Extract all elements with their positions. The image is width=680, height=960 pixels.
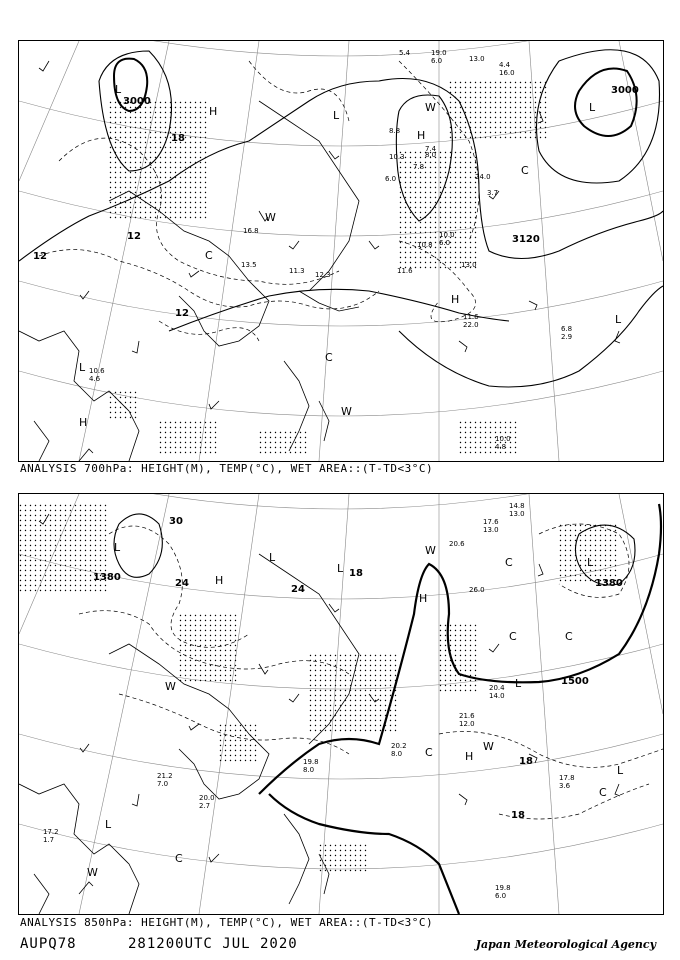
contour-label: 18 [511,810,525,821]
station-value: 21.2 [157,772,173,780]
station-value: 6.0 [385,175,397,183]
station-value: 3.6 [559,782,571,790]
station-value: 13.0 [461,261,477,269]
station-value: 11.6 [463,313,479,321]
station-value: 17.8 [559,774,575,782]
contour-label: 12 [33,251,47,262]
station-value: 8.0 [303,766,315,774]
station-value: 14.0 [489,692,505,700]
contour-label: 18 [519,756,533,767]
station-value: 4.6 [89,375,101,383]
high-center: H [209,105,218,118]
station-value: 10.3 [389,153,405,161]
station-value: 6.0 [495,892,507,900]
cold-center: C [505,556,513,569]
station-value: 10.0 [495,435,511,443]
agency-credit: Japan Meteorological Agency [475,938,656,951]
station-value: 3.7 [487,189,499,197]
station-value: 14.8 [509,502,525,510]
warm-center: W [87,866,98,879]
chart-code: AUPQ78 [20,936,77,952]
station-value: 20.4 [489,684,505,692]
station-value: 8.8 [389,127,401,135]
low-center: L [105,818,112,831]
high-center: H [215,574,224,587]
valid-time: 281200UTC JUL 2020 [128,936,298,952]
station-value: 12.3 [315,271,331,279]
station-value: 1.7 [43,836,55,844]
station-value: 7.0 [157,780,169,788]
contour-label: 24 [291,584,305,595]
low-center: L [79,361,86,374]
station-value: 19.0 [431,49,447,57]
contour-label: 3000 [123,96,151,107]
low-center: L [115,83,122,96]
station-value: 13.0 [483,526,499,534]
low-center: L [615,313,622,326]
station-value: 22.0 [463,321,479,329]
warm-center: W [483,740,494,753]
warm-center: W [425,544,436,557]
analysis-map-850hpa [18,493,664,915]
station-value: 17.6 [483,518,499,526]
contour-label: 18 [349,568,363,579]
station-value: 10.0 [439,231,455,239]
map-700hpa-canvas [19,41,663,461]
warm-center: W [165,680,176,693]
station-value: 26.0 [469,586,485,594]
low-center: L [589,101,596,114]
contour-label: 3120 [512,234,540,245]
station-value: 16.0 [499,69,515,77]
caption-850hpa: ANALYSIS 850hPa: HEIGHT(M), TEMP(°C), WET AREA::(T-TD<3°C) [20,916,434,929]
low-center: L [114,541,121,554]
contour-label: 1380 [93,572,121,583]
contour-label: 12 [127,231,141,242]
contour-label: 30 [169,516,183,527]
contour-label: 1380 [595,578,623,589]
station-value: 7.4 [425,145,437,153]
low-center: L [617,764,624,777]
low-center: L [269,551,276,564]
coastline-850 [19,554,359,914]
station-value: 24.0 [475,173,491,181]
station-value: 6.0 [439,239,451,247]
contour-label: 12 [175,308,189,319]
station-value: 16.8 [243,227,259,235]
station-value: 20.6 [449,540,465,548]
cold-center: C [509,630,517,643]
station-value: 19.8 [495,884,511,892]
station-value: 2.7 [199,802,211,810]
contour-label: 1500 [561,676,589,687]
contour-label: 24 [175,578,189,589]
station-value: 10.6 [89,367,105,375]
high-center: H [465,750,474,763]
station-value: 10.8 [417,241,433,249]
station-value: 6.0 [431,57,443,65]
station-value: 17.2 [43,828,59,836]
warm-center: W [341,405,352,418]
cold-center: C [425,746,433,759]
high-center: H [417,129,426,142]
station-value: 4.4 [499,61,511,69]
high-center: H [79,416,88,429]
station-value: 11.6 [397,267,413,275]
station-value: 2.9 [561,333,573,341]
warm-center: W [425,101,436,114]
station-value: 5.4 [399,49,411,57]
map-850hpa-canvas [19,494,663,914]
low-center: L [515,677,522,690]
cold-center: C [599,786,607,799]
station-value: 13.5 [241,261,257,269]
analysis-map-700hpa [18,40,664,462]
station-value: 8.0 [425,151,437,159]
low-center: L [333,109,340,122]
station-value: 12.0 [459,720,475,728]
low-center: L [587,556,594,569]
station-value: 6.8 [561,325,573,333]
high-center: H [451,293,460,306]
station-value: 21.6 [459,712,475,720]
cold-center: C [325,351,333,364]
station-plots-850 [43,502,575,900]
cold-center: C [205,249,213,262]
station-value: 13.0 [469,55,485,63]
station-value: 20.2 [391,742,407,750]
station-value: 7.8 [413,163,425,171]
cold-center: C [175,852,183,865]
contour-label: 18 [171,133,185,144]
station-value: 4.8 [495,443,507,451]
low-center: L [337,562,344,575]
station-value: 19.8 [303,758,319,766]
contour-label: 3000 [611,85,639,96]
station-value: 20.0 [199,794,215,802]
station-value: 11.3 [289,267,305,275]
cold-center: C [565,630,573,643]
cold-center: C [521,164,529,177]
station-value: 13.0 [509,510,525,518]
warm-center: W [265,211,276,224]
caption-700hpa: ANALYSIS 700hPa: HEIGHT(M), TEMP(°C), WET AREA::(T-TD<3°C) [20,462,434,475]
high-center: H [419,592,428,605]
station-value: 8.0 [391,750,403,758]
